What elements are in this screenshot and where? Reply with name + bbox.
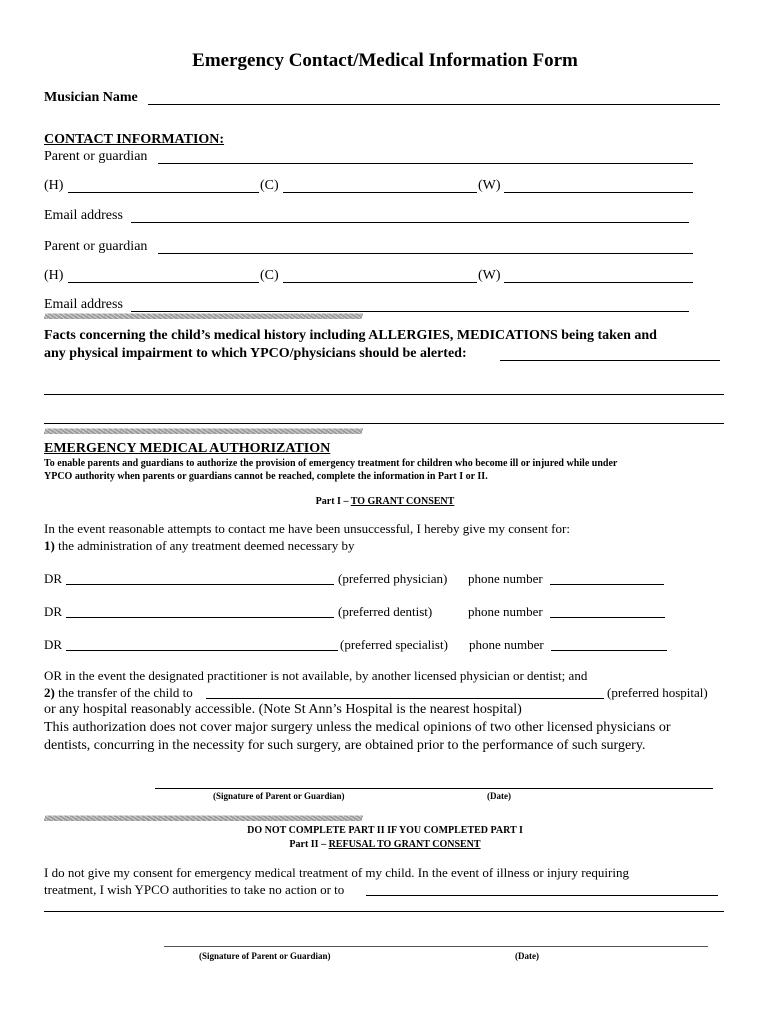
slash-separator: ////////////////////////////////////////////////////////////////////////////////////////////////////////////////////////////////////////////////////////////////////////////////////////////////////////////////////////////////////////////////////////////////////	[44, 815, 362, 823]
dentist-name-field[interactable]	[66, 617, 334, 618]
guardian-2-label: Parent or guardian	[44, 239, 148, 254]
guardian-1-email-field[interactable]	[131, 222, 689, 223]
guardian-2-work-label: (W)	[478, 268, 501, 283]
slash-separator: ////////////////////////////////////////////////////////////////////////////////////////////////////////////////////////////////////////////////////////////////////////////////////////////////////////////////////////////////////////////////////////////////////	[44, 313, 362, 321]
medical-text-line-2: any physical impairment to which YPCO/physicians should be alerted:	[44, 346, 467, 361]
guardian-1-home-field[interactable]	[68, 192, 259, 193]
or-text: OR in the event the designated practitioner is not available, by another licensed physician or dentist; and	[44, 668, 588, 683]
dentist-phone-label: phone number	[468, 604, 543, 619]
consent-text: In the event reasonable attempts to contact me have been unsuccessful, I hereby give my consent for:	[44, 521, 570, 536]
musician-name-field[interactable]	[148, 104, 720, 105]
preferred-specialist-label: (preferred specialist)	[340, 637, 448, 652]
medical-field-1[interactable]	[500, 360, 720, 361]
guardian-1-label: Parent or guardian	[44, 149, 148, 164]
guardian-1-cell-label: (C)	[260, 178, 279, 193]
refusal-text-line-1: I do not give my consent for emergency medical treatment of my child. In the event of illness or injury requiring	[44, 865, 629, 880]
physician-name-field[interactable]	[66, 584, 334, 585]
dr-physician-label: DR	[44, 571, 63, 586]
preferred-physician-label: (preferred physician)	[338, 571, 448, 586]
dentist-phone-field[interactable]	[550, 617, 665, 618]
physician-phone-field[interactable]	[550, 584, 664, 585]
guardian-1-work-field[interactable]	[504, 192, 693, 193]
dr-dentist-label: DR	[44, 604, 63, 619]
date-1-label: (Date)	[487, 791, 511, 801]
hospital-field[interactable]	[206, 698, 604, 699]
specialist-phone-label: phone number	[469, 637, 544, 652]
part-1-heading: Part I – TO GRANT CONSENT	[315, 496, 455, 507]
refusal-action-field-1[interactable]	[366, 895, 718, 896]
date-2-label: (Date)	[515, 951, 539, 961]
guardian-2-home-field[interactable]	[68, 282, 259, 283]
guardian-2-cell-field[interactable]	[283, 282, 477, 283]
signature-2-label: (Signature of Parent or Guardian)	[199, 951, 331, 961]
authorization-text-line-2: dentists, concurring in the necessity for such surgery, are obtained prior to the performance of such surgery.	[44, 738, 646, 753]
specialist-phone-field[interactable]	[551, 650, 667, 651]
refusal-text-line-2: treatment, I wish YPCO authorities to take no action or to	[44, 882, 345, 897]
part-2-heading: Part II – REFUSAL TO GRANT CONSENT	[289, 839, 481, 850]
guardian-2-field[interactable]	[158, 253, 693, 254]
do-not-complete-notice: DO NOT COMPLETE PART II IF YOU COMPLETED PART I	[247, 825, 523, 836]
ema-intro-line-2: YPCO authority when parents or guardians cannot be reached, complete the information in Part I or II.	[44, 471, 488, 482]
medical-field-3[interactable]	[44, 423, 724, 424]
guardian-1-home-label: (H)	[44, 178, 64, 193]
guardian-2-work-field[interactable]	[504, 282, 693, 283]
item-2-text: 2) the transfer of the child to	[44, 685, 193, 700]
slash-separator: ////////////////////////////////////////////////////////////////////////////////////////////////////////////////////////////////////////////////////////////////////////////////////////////////////////////////////////////////////////////////////////////////////	[44, 428, 362, 436]
preferred-dentist-label: (preferred dentist)	[338, 604, 433, 619]
musician-name-label: Musician Name	[44, 90, 138, 105]
guardian-2-cell-label: (C)	[260, 268, 279, 283]
item-1-text: 1) the administration of any treatment deemed necessary by	[44, 538, 355, 553]
guardian-1-cell-field[interactable]	[283, 192, 477, 193]
specialist-name-field[interactable]	[66, 650, 338, 651]
hospital-text: or any hospital reasonably accessible. (Note St Ann’s Hospital is the nearest hospital)	[44, 702, 522, 717]
signature-1-field[interactable]	[155, 788, 713, 789]
guardian-1-work-label: (W)	[478, 178, 501, 193]
ema-heading: EMERGENCY MEDICAL AUTHORIZATION	[44, 441, 331, 456]
guardian-1-field[interactable]	[158, 163, 693, 164]
ema-intro-line-1: To enable parents and guardians to authorize the provision of emergency treatment for children who become ill or injured while under	[44, 458, 618, 469]
refusal-action-field-2[interactable]	[44, 911, 724, 912]
guardian-1-email-label: Email address	[44, 208, 123, 223]
medical-text-line-1: Facts concerning the child’s medical history including ALLERGIES, MEDICATIONS being taken and	[44, 328, 657, 343]
signature-1-label: (Signature of Parent or Guardian)	[213, 791, 345, 801]
preferred-hospital-label: (preferred hospital)	[607, 685, 708, 700]
page-title: Emergency Contact/Medical Information Form	[192, 50, 578, 71]
authorization-text-line-1: This authorization does not cover major surgery unless the medical opinions of two other licensed physicians or	[44, 720, 671, 735]
guardian-2-email-field[interactable]	[131, 311, 689, 312]
dr-specialist-label: DR	[44, 637, 63, 652]
guardian-2-email-label: Email address	[44, 297, 123, 312]
medical-field-2[interactable]	[44, 394, 724, 395]
signature-2-field[interactable]	[164, 946, 708, 947]
guardian-2-home-label: (H)	[44, 268, 64, 283]
contact-heading: CONTACT INFORMATION:	[44, 132, 225, 147]
physician-phone-label: phone number	[468, 571, 543, 586]
